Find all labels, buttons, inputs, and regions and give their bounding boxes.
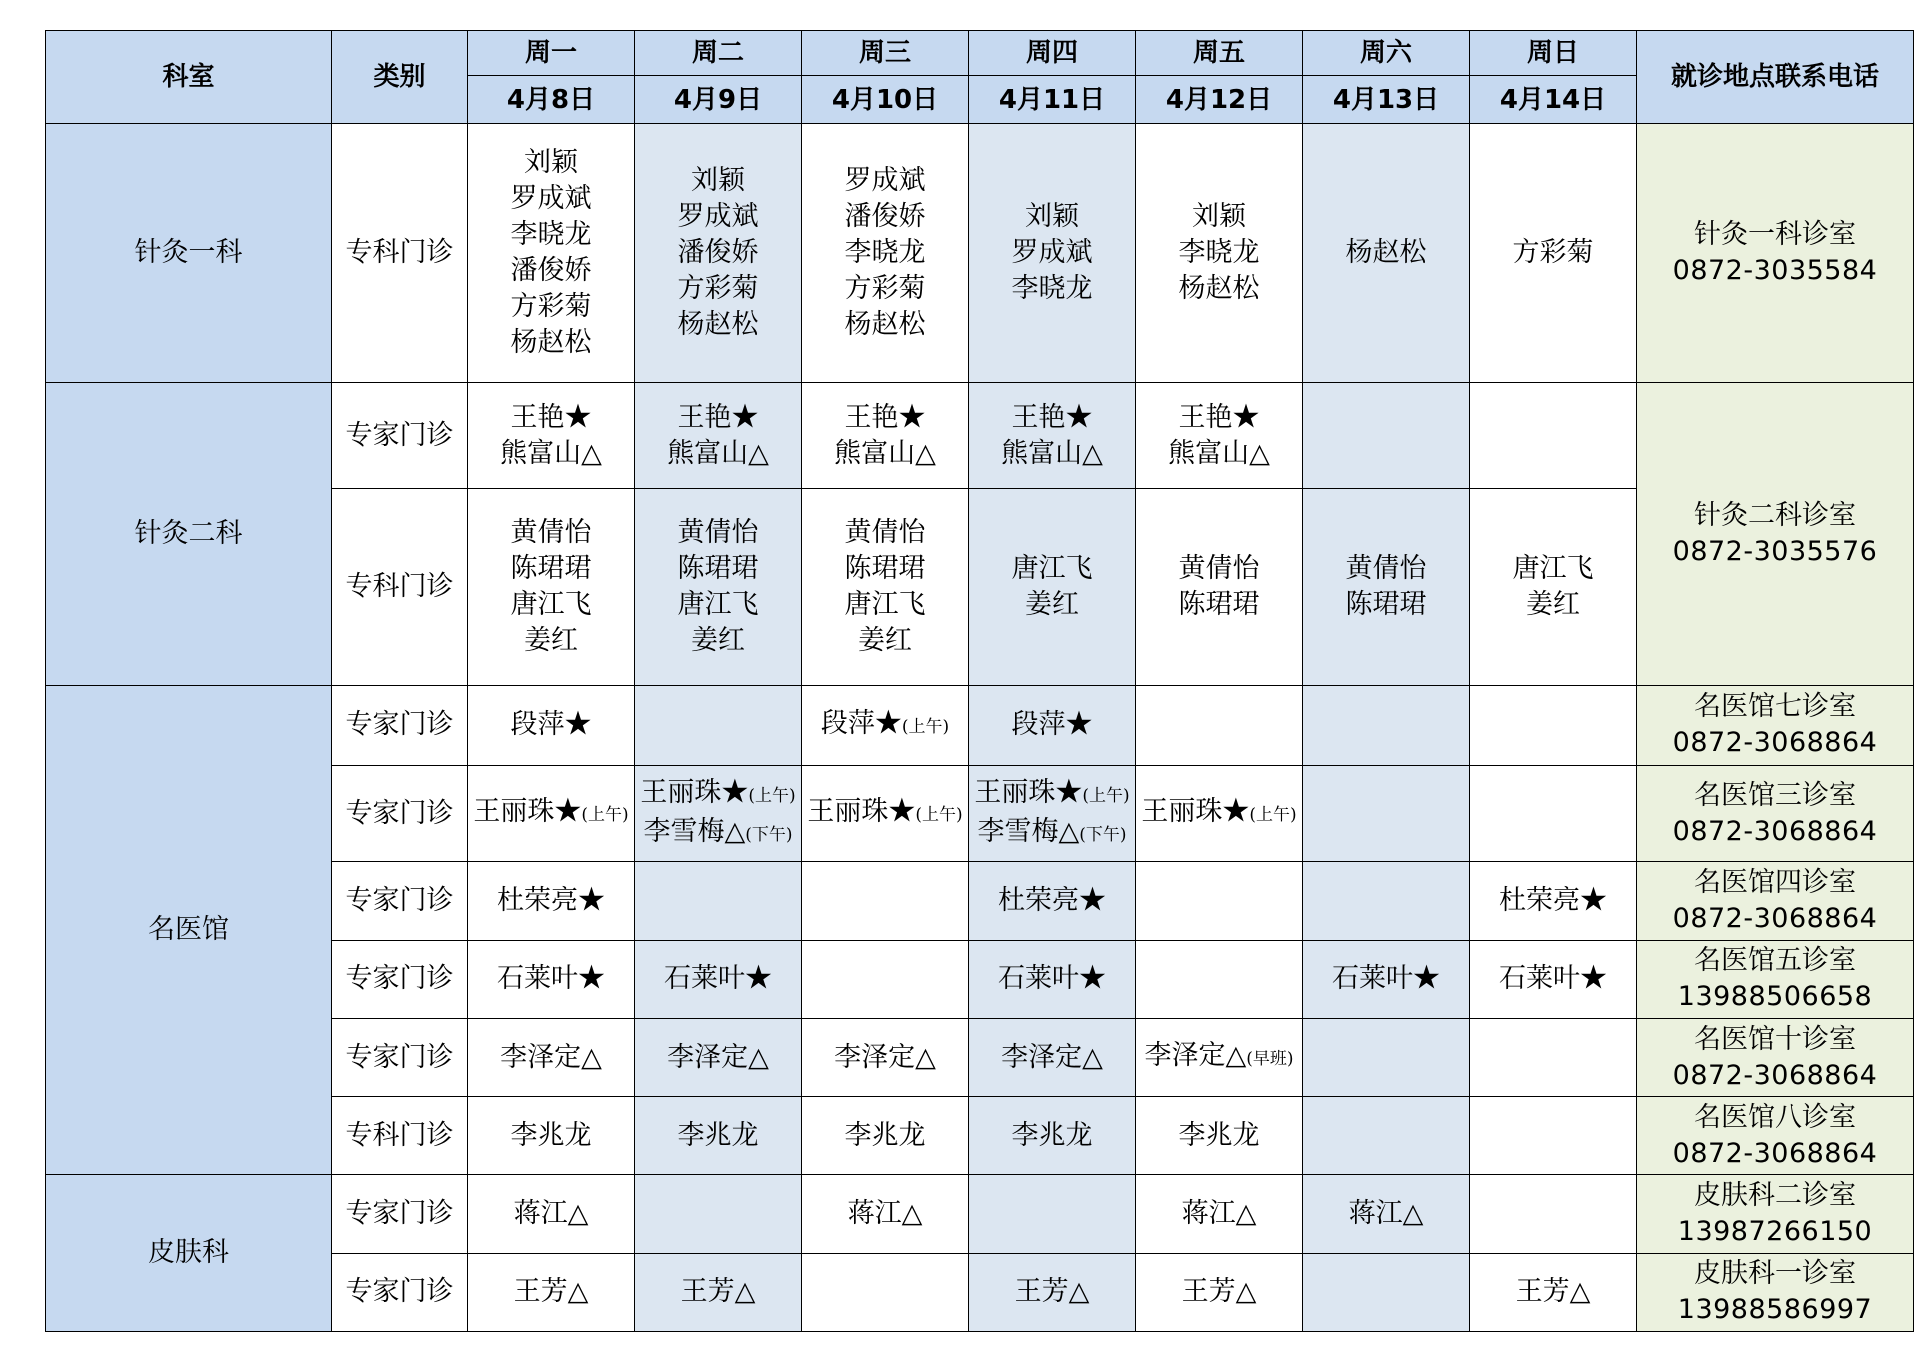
doctor-entry: 陈珺珺 (844, 553, 926, 584)
doctor-entry: 黄倩怡 (1345, 553, 1427, 584)
doctor-cell (802, 1097, 969, 1175)
doctor-cell (635, 766, 802, 862)
doctor-cell (635, 685, 802, 765)
phone-number: 0872-3035584 (1672, 254, 1878, 286)
category-cell: 专家门诊 (332, 862, 468, 940)
doctor-entry: 黄倩怡 (677, 517, 759, 548)
doctor-entry: 黄倩怡 (510, 517, 592, 548)
doctor-cell (1136, 1097, 1303, 1175)
room-name: 名医馆十诊室 (1694, 1023, 1856, 1055)
doctor-entry: 熊富山△ (667, 437, 769, 469)
doctor-entry: 刘颖 (1192, 200, 1246, 232)
doctor-cell (1470, 1253, 1637, 1331)
doctor-cell (1470, 124, 1637, 383)
doctor-entry: 石莱叶★ (998, 963, 1106, 995)
session-note: (下午) (745, 824, 793, 845)
table-row (46, 1175, 1914, 1253)
phone-number: 13988506658 (1677, 981, 1873, 1013)
doctor-cell (969, 766, 1136, 862)
doctor-entry: 李泽定△ (667, 1041, 769, 1073)
doctor-cell (969, 489, 1136, 686)
doctor-cell (468, 1018, 635, 1096)
doctor-entry: 王芳△ (1515, 1276, 1591, 1308)
doctor-entry: 姜红 (1025, 589, 1079, 620)
doctor-cell (468, 1253, 635, 1331)
doctor-cell (1470, 382, 1637, 488)
doctor-entry: 熊富山△ (1001, 437, 1103, 469)
doctor-entry: 熊富山△ (834, 437, 936, 469)
doctor-cell (468, 124, 635, 383)
doctor-entry: 王芳△ (513, 1276, 589, 1308)
doctor-cell (969, 940, 1136, 1018)
session-note: (上午) (581, 805, 629, 826)
doctor-cell (969, 1097, 1136, 1175)
weekday-header: 周二 (635, 31, 802, 76)
date-header: 4月11日 (969, 76, 1136, 124)
doctor-entry: 王艳★ (1178, 401, 1260, 433)
location-cell (1637, 862, 1914, 940)
doctor-cell (635, 1175, 802, 1253)
doctor-cell (1303, 1253, 1470, 1331)
department-cell: 针灸一科 (46, 124, 332, 383)
date-header: 4月10日 (802, 76, 969, 124)
department-cell: 皮肤科 (46, 1175, 332, 1332)
doctor-cell (802, 489, 969, 686)
phone-number: 0872-3035576 (1672, 535, 1878, 567)
doctor-entry: 李晓龙 (1178, 236, 1260, 268)
doctor-entry: 杨赵松 (677, 308, 759, 340)
doctor-entry: 刘颖 (1025, 200, 1079, 232)
session-note: (上午) (915, 805, 963, 826)
doctor-entry: 王丽珠★(上午) (640, 776, 796, 808)
doctor-cell (1303, 862, 1470, 940)
doctor-entry: 石莱叶★ (1332, 963, 1440, 995)
doctor-entry: 段萍★ (1011, 709, 1093, 741)
doctor-entry: 王芳△ (680, 1276, 756, 1308)
location-cell (1637, 1018, 1914, 1096)
doctor-entry: 李雪梅△(下午) (977, 815, 1127, 847)
doctor-entry: 王丽珠★(上午) (974, 776, 1130, 808)
doctor-entry: 李晓龙 (510, 218, 592, 250)
doctor-cell (635, 1097, 802, 1175)
doctor-cell (1303, 489, 1470, 686)
doctor-cell (468, 1175, 635, 1253)
category-cell: 专科门诊 (332, 489, 468, 686)
doctor-entry: 罗成斌 (677, 200, 759, 232)
weekday-header: 周四 (969, 31, 1136, 76)
doctor-cell (1303, 1175, 1470, 1253)
doctor-entry: 杨赵松 (1345, 236, 1427, 268)
room-name: 针灸二科诊室 (1694, 499, 1856, 531)
room-name: 针灸一科诊室 (1694, 218, 1856, 250)
doctor-cell (468, 382, 635, 488)
doctor-cell (802, 940, 969, 1018)
session-note: (上午) (1249, 805, 1297, 826)
doctor-cell (969, 1018, 1136, 1096)
doctor-entry: 杜荣亮★ (497, 885, 605, 917)
doctor-entry: 方彩菊 (677, 272, 759, 304)
room-name: 皮肤科二诊室 (1694, 1180, 1856, 1212)
table-row (46, 685, 1914, 765)
doctor-cell (1470, 1097, 1637, 1175)
doctor-entry: 黄倩怡 (844, 517, 926, 548)
doctor-entry: 潘俊娇 (510, 254, 592, 286)
doctor-entry: 姜红 (691, 625, 745, 656)
doctor-entry: 姜红 (524, 625, 578, 656)
doctor-cell (635, 1253, 802, 1331)
doctor-entry: 熊富山△ (1168, 437, 1270, 469)
date-header: 4月12日 (1136, 76, 1303, 124)
doctor-cell (1136, 766, 1303, 862)
room-name: 名医馆四诊室 (1694, 867, 1856, 899)
location-cell (1637, 766, 1914, 862)
doctor-cell (1303, 124, 1470, 383)
room-name: 名医馆五诊室 (1694, 945, 1856, 977)
doctor-entry: 唐江飞 (677, 589, 759, 620)
doctor-entry: 罗成斌 (510, 182, 592, 214)
doctor-entry: 石莱叶★ (1499, 963, 1607, 995)
schedule-body (46, 124, 1914, 1332)
doctor-entry: 王艳★ (677, 401, 759, 433)
doctor-cell (802, 382, 969, 488)
doctor-cell (969, 382, 1136, 488)
location-cell (1637, 685, 1914, 765)
doctor-entry: 李泽定△(早班) (1144, 1040, 1294, 1072)
location-cell (1637, 382, 1914, 685)
doctor-cell (1470, 940, 1637, 1018)
doctor-cell (1303, 1097, 1470, 1175)
phone-number: 13988586997 (1677, 1294, 1873, 1326)
category-cell: 专家门诊 (332, 766, 468, 862)
doctor-entry: 刘颖 (524, 146, 578, 178)
session-note: (上午) (1082, 785, 1130, 806)
doctor-cell (969, 862, 1136, 940)
location-header: 就诊地点联系电话 (1637, 31, 1914, 124)
category-cell: 专家门诊 (332, 1253, 468, 1331)
doctor-entry: 姜红 (858, 625, 912, 656)
doctor-entry: 石莱叶★ (664, 963, 772, 995)
phone-number: 0872-3068864 (1672, 1137, 1878, 1169)
location-cell (1637, 124, 1914, 383)
doctor-cell (802, 124, 969, 383)
doctor-cell (635, 862, 802, 940)
doctor-entry: 李兆龙 (844, 1119, 926, 1151)
doctor-entry: 罗成斌 (844, 164, 926, 196)
location-cell (1637, 1097, 1914, 1175)
phone-number: 0872-3068864 (1672, 727, 1878, 759)
doctor-cell (468, 766, 635, 862)
doctor-cell (468, 489, 635, 686)
room-name: 名医馆三诊室 (1694, 779, 1856, 811)
session-note: (下午) (1079, 824, 1127, 845)
weekday-header: 周三 (802, 31, 969, 76)
doctor-cell (802, 1175, 969, 1253)
doctor-cell (1470, 489, 1637, 686)
room-name: 名医馆八诊室 (1694, 1101, 1856, 1133)
doctor-cell (1136, 1175, 1303, 1253)
doctor-entry: 李晓龙 (1011, 272, 1093, 304)
department-cell: 名医馆 (46, 685, 332, 1175)
doctor-cell (1136, 862, 1303, 940)
doctor-entry: 李雪梅△(下午) (643, 815, 793, 847)
doctor-cell (1136, 685, 1303, 765)
doctor-entry: 段萍★ (510, 709, 592, 741)
doctor-cell (802, 766, 969, 862)
doctor-entry: 方彩菊 (1512, 236, 1594, 268)
room-name: 皮肤科一诊室 (1694, 1258, 1856, 1290)
doctor-entry: 陈珺珺 (1178, 589, 1260, 620)
department-header: 科室 (46, 31, 332, 124)
doctor-entry: 李兆龙 (510, 1119, 592, 1151)
doctor-cell (635, 124, 802, 383)
doctor-entry: 唐江飞 (844, 589, 926, 620)
doctor-entry: 王丽珠★(上午) (807, 796, 963, 828)
doctor-entry: 王丽珠★(上午) (473, 796, 629, 828)
session-note: (上午) (748, 785, 796, 806)
doctor-entry: 陈珺珺 (510, 553, 592, 584)
session-note: (上午) (901, 716, 950, 737)
doctor-cell (635, 940, 802, 1018)
doctor-cell (635, 1018, 802, 1096)
location-cell (1637, 940, 1914, 1018)
doctor-entry: 王丽珠★(上午) (1141, 796, 1297, 828)
doctor-entry: 蒋江△ (1348, 1198, 1424, 1230)
date-header: 4月9日 (635, 76, 802, 124)
weekday-header: 周一 (468, 31, 635, 76)
doctor-entry: 方彩菊 (510, 290, 592, 322)
doctor-cell (1470, 862, 1637, 940)
doctor-entry: 潘俊娇 (677, 236, 759, 268)
doctor-cell (1303, 766, 1470, 862)
doctor-cell (802, 685, 969, 765)
doctor-entry: 方彩菊 (844, 272, 926, 304)
doctor-cell (802, 862, 969, 940)
doctor-cell (1303, 940, 1470, 1018)
doctor-cell (969, 685, 1136, 765)
doctor-cell (802, 1018, 969, 1096)
weekday-header: 周日 (1470, 31, 1637, 76)
doctor-entry: 黄倩怡 (1178, 553, 1260, 584)
doctor-cell (468, 685, 635, 765)
weekday-header: 周六 (1303, 31, 1470, 76)
doctor-cell (1470, 766, 1637, 862)
doctor-cell (969, 124, 1136, 383)
doctor-entry: 杨赵松 (1178, 272, 1260, 304)
doctor-entry: 唐江飞 (1512, 553, 1594, 584)
doctor-entry: 李泽定△ (500, 1041, 602, 1073)
doctor-entry: 段萍★(上午) (820, 707, 950, 739)
date-header: 4月8日 (468, 76, 635, 124)
table-row (46, 382, 1914, 488)
doctor-entry: 蒋江△ (847, 1198, 923, 1230)
doctor-cell (1470, 1018, 1637, 1096)
category-cell: 专家门诊 (332, 1175, 468, 1253)
doctor-cell (802, 1253, 969, 1331)
doctor-entry: 杨赵松 (844, 308, 926, 340)
doctor-entry: 李兆龙 (677, 1119, 759, 1151)
doctor-cell (1136, 940, 1303, 1018)
phone-number: 13987266150 (1677, 1216, 1873, 1248)
phone-number: 0872-3068864 (1672, 1059, 1878, 1091)
doctor-entry: 李晓龙 (844, 236, 926, 268)
doctor-entry: 杜荣亮★ (1499, 885, 1607, 917)
doctor-entry: 王艳★ (510, 401, 592, 433)
doctor-cell (635, 382, 802, 488)
date-header: 4月14日 (1470, 76, 1637, 124)
doctor-cell (635, 489, 802, 686)
doctor-cell (468, 862, 635, 940)
location-cell (1637, 1253, 1914, 1331)
phone-number: 0872-3068864 (1672, 815, 1878, 847)
doctor-cell (969, 1175, 1136, 1253)
doctor-entry: 唐江飞 (510, 589, 592, 620)
doctor-entry: 陈珺珺 (677, 553, 759, 584)
category-cell: 专家门诊 (332, 382, 468, 488)
doctor-entry: 李泽定△ (1001, 1041, 1103, 1073)
doctor-cell (969, 1253, 1136, 1331)
doctor-entry: 唐江飞 (1011, 553, 1093, 584)
doctor-entry: 石莱叶★ (497, 963, 605, 995)
category-cell: 专家门诊 (332, 940, 468, 1018)
doctor-entry: 李兆龙 (1011, 1119, 1093, 1151)
category-cell: 专科门诊 (332, 1097, 468, 1175)
doctor-entry: 王芳△ (1181, 1276, 1257, 1308)
doctor-entry: 熊富山△ (500, 437, 602, 469)
clinic-schedule-table (45, 30, 1914, 1332)
doctor-entry: 蒋江△ (513, 1198, 589, 1230)
category-header: 类别 (332, 31, 468, 124)
doctor-entry: 罗成斌 (1011, 236, 1093, 268)
phone-number: 0872-3068864 (1672, 903, 1878, 935)
doctor-entry: 姜红 (1526, 589, 1580, 620)
doctor-entry: 潘俊娇 (844, 200, 926, 232)
doctor-entry: 李兆龙 (1178, 1119, 1260, 1151)
doctor-entry: 陈珺珺 (1345, 589, 1427, 620)
doctor-cell (1303, 685, 1470, 765)
room-name: 名医馆七诊室 (1694, 691, 1856, 723)
category-cell: 专家门诊 (332, 685, 468, 765)
table-row (46, 124, 1914, 383)
doctor-entry: 杜荣亮★ (998, 885, 1106, 917)
doctor-entry: 刘颖 (691, 164, 745, 196)
department-cell: 针灸二科 (46, 382, 332, 685)
category-cell: 专科门诊 (332, 124, 468, 383)
doctor-cell (1303, 382, 1470, 488)
doctor-entry: 蒋江△ (1181, 1198, 1257, 1230)
doctor-cell (1303, 1018, 1470, 1096)
doctor-cell (1136, 1253, 1303, 1331)
doctor-cell (468, 1097, 635, 1175)
doctor-cell (1470, 685, 1637, 765)
table-header (46, 31, 1914, 124)
doctor-entry: 王艳★ (844, 401, 926, 433)
location-cell (1637, 1175, 1914, 1253)
doctor-cell (1136, 124, 1303, 383)
doctor-entry: 李泽定△ (834, 1041, 936, 1073)
doctor-entry: 王艳★ (1011, 401, 1093, 433)
date-header: 4月13日 (1303, 76, 1470, 124)
doctor-entry: 王芳△ (1014, 1276, 1090, 1308)
weekday-header: 周五 (1136, 31, 1303, 76)
session-note: (早班) (1246, 1049, 1294, 1070)
doctor-cell (1136, 382, 1303, 488)
doctor-cell (1136, 1018, 1303, 1096)
doctor-cell (468, 940, 635, 1018)
doctor-cell (1470, 1175, 1637, 1253)
doctor-cell (1136, 489, 1303, 686)
category-cell: 专家门诊 (332, 1018, 468, 1096)
doctor-entry: 杨赵松 (510, 326, 592, 358)
